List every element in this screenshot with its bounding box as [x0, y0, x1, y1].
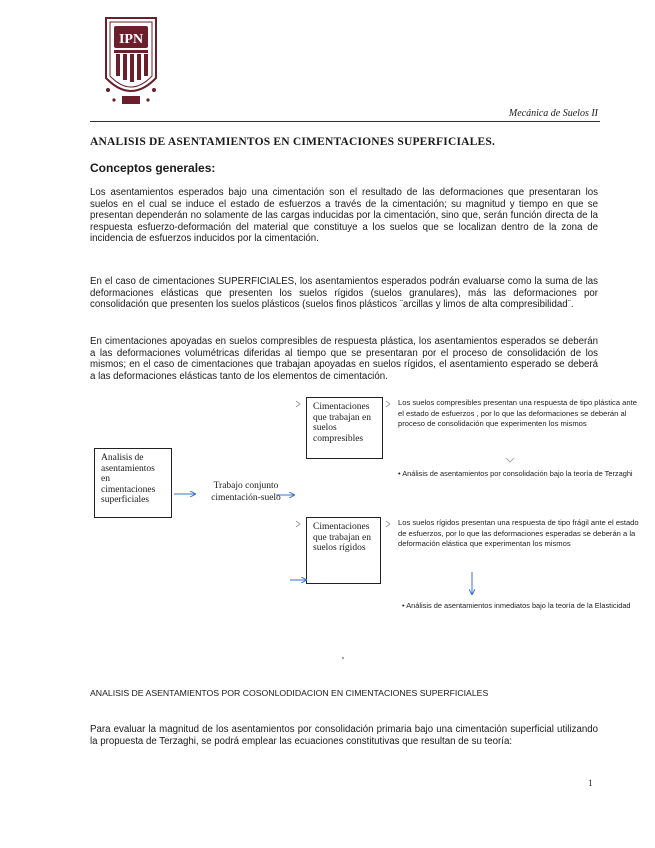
root-box: Analisis de asentamientos en cimentaciones superficiales	[94, 448, 172, 518]
chevron-left-box-icon	[296, 401, 300, 407]
logo-text: IPN	[118, 32, 144, 47]
section2-heading: ANALISIS DE ASENTAMIENTOS POR COSONLODIDACION EN CIMENTACIONES SUPERFICIALES	[90, 688, 489, 698]
section-subheading: Conceptos generales:	[90, 161, 216, 175]
page-number: 1	[588, 778, 593, 788]
paragraph-2: En el caso de cimentaciones SUPERFICIALES, los asentamientos esperados podrán evaluarse como la suma de las deformaciones elásticas que presenten los suelos rígidos (suelos granulares), más las deformaciones por consolidación que presenten los suelos plásticos (suelos finos plásticos ¨arcillas y limos de alta compresibilidad¨.	[90, 276, 598, 311]
chevron-down-icon	[506, 458, 514, 462]
section2-paragraph: Para evaluar la magnitud de los asentamientos por consolidación primaria bajo una cimentación superficial utilizando la propuesta de Terzaghi, se podrá emplear las ecuaciones constitutivas que resultan de su teoría:	[90, 724, 598, 747]
course-label: Mecánica de Suelos II	[508, 108, 598, 119]
paragraph-1: Los asentamientos esperados bajo una cimentación son el resultado de las deformaciones que presentaran los suelos en el cual se induce el estado de esfuerzos a través de la cimentación; su magnitud y tiempo en que se presentan dependerán no solamente de las cargas inducidas por la cimentación, sino que, serán función directa de la respuesta esfuerzo-deformación del material que constituye a los suelos que se localizan dentro de la zona de incidencia de esfuerzos inducidos por la cimentación.	[90, 187, 598, 245]
chevron-right-box-icon	[386, 401, 390, 407]
compressible-box: Cimentaciones que trabajan en suelos compresibles	[306, 397, 383, 459]
chevron-right-rigid-icon	[386, 521, 390, 527]
stray-mark	[342, 657, 344, 659]
rigid-note: Los suelos rígidos presentan una respuesta de tipo frágil ante el estado de esfuerzos, por lo que las deformaciones esperadas se deberán a la deformación elástica que experimentan los mismos	[398, 518, 639, 548]
chevron-left-rigid-icon	[296, 521, 300, 527]
ipn-seal-icon	[100, 14, 162, 108]
joint-work-label: Trabajo conjunto cimentación-suelo	[211, 481, 281, 503]
rigid-box: Cimentaciones que trabajan en suelos rígidos	[306, 517, 381, 584]
document-title: ANALISIS DE ASENTAMIENTOS EN CIMENTACIONES SUPERFICIALES.	[90, 136, 496, 148]
paragraph-3: En cimentaciones apoyadas en suelos compresibles de respuesta plástica, los asentamientos esperados se deberán a las deformaciones volumétricas diferidas al tiempo que se presentaran por el proceso de consolidación de los mismos; en el caso de cimentaciones que trabajan apoyadas en suelos rígidos, el asentamiento esperado se deberá a las deformaciones elásticas tanto de los elementos de cimentación.	[90, 336, 598, 382]
compressible-analysis: • Análisis de asentamientos por consolidación bajo la teoría de Terzaghi	[398, 469, 633, 478]
compressible-note: Los suelos compresibles presentan una respuesta de tipo plástica ante el estado de esfuerzos , por lo que las deformaciones se deberán al proceso de consolidación que experimenten los mismos	[398, 398, 637, 428]
rigid-analysis: • Análisis de asentamientos inmediatos bajo la teoría de la Elasticidad	[402, 601, 631, 610]
header-divider	[90, 121, 600, 122]
